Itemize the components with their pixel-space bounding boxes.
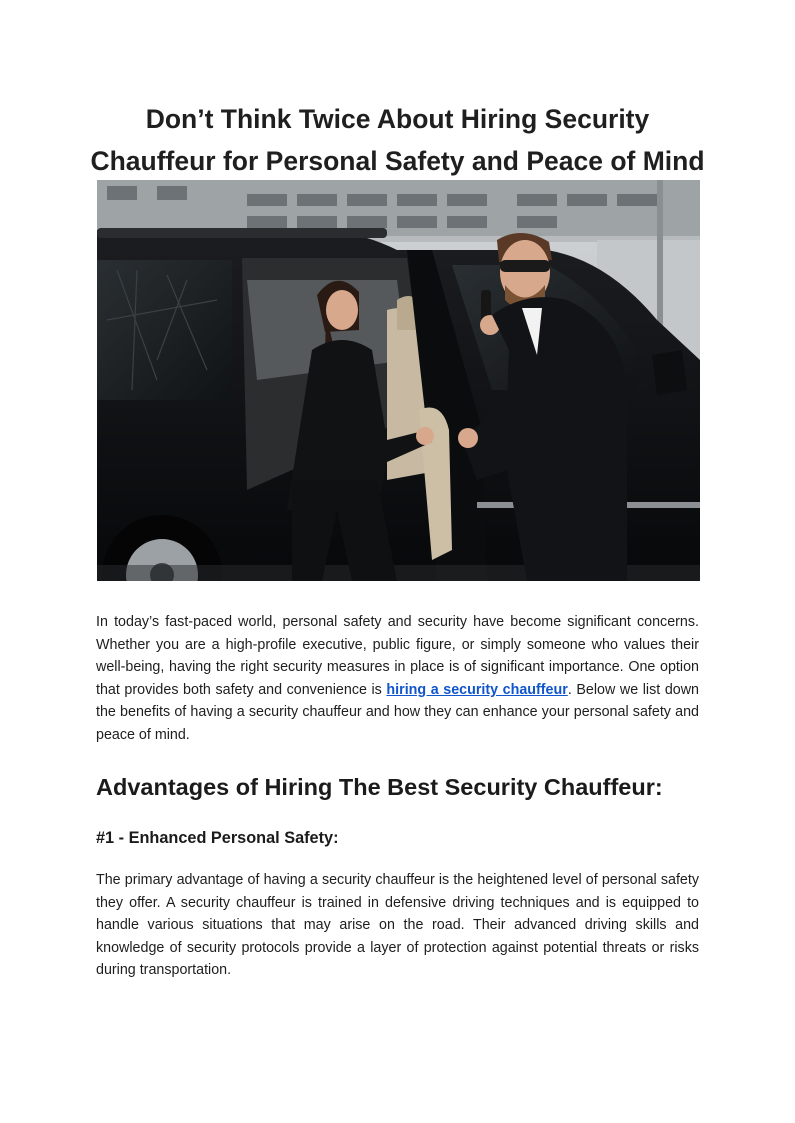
page-title-line-2: Chauffeur for Personal Safety and Peace of Mind (90, 146, 705, 176)
page-title (60, 98, 735, 182)
intro-paragraph (96, 611, 699, 747)
page-title-line-1: Don’t Think Twice About Hiring Security (145, 104, 650, 134)
section-heading: Advantages of Hiring The Best Security Chauffeur: (96, 774, 663, 800)
subsection-heading: #1 - Enhanced Personal Safety: (96, 829, 339, 847)
hero-illustration (97, 180, 700, 581)
hero-image (97, 180, 700, 581)
hiring-security-chauffeur-link[interactable]: hiring a security chauffeur (386, 681, 568, 698)
subsection-paragraph: The primary advantage of having a security chauffeur is the heightened level of personal safety they offer. A security chauffeur is trained in defensive driving techniques and is equipped to handle various situations that may arise on the road. Their advanced driving skills and knowledge of security protocols provide a layer of protection against potential threats or risks during transportation. (96, 872, 699, 979)
rear-window (97, 260, 232, 400)
intro-text-before: In today’s fast-paced world, personal safety and security have become significant concerns. Whether you are a high-profile executive, public figure, or simply someone who values their well-being, having the right security measures in place is of significant importance. One option that provides both safety and convenience is (96, 614, 699, 698)
intro-text-after: . Below we list down the benefits of having a security chauffeur and how they can enhance your personal safety and peace of mind. (96, 681, 699, 743)
